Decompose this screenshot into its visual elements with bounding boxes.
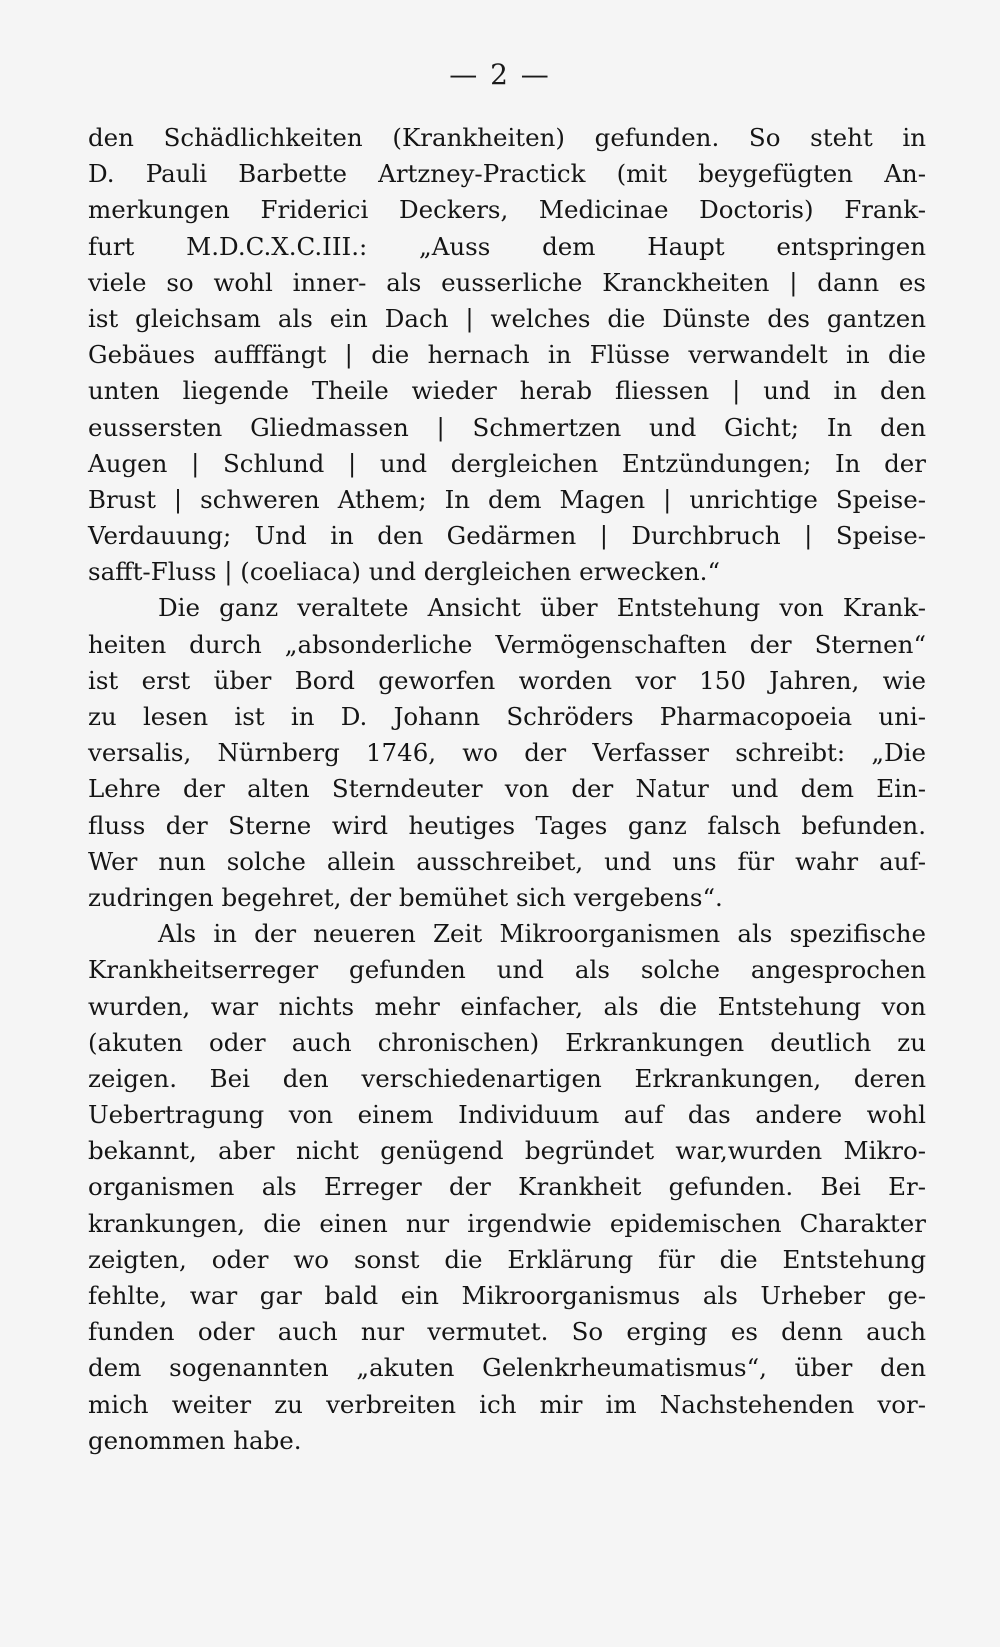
text-line: Wer nun solche allein ausschreibet, und uns für wahr auf- xyxy=(88,846,926,876)
text-line: dem sogenannten „akuten Gelenkrheumatismus“, über den xyxy=(88,1353,926,1383)
page-number: — 2 — xyxy=(449,58,551,91)
text-line: unten liegende Theile wieder herab fliessen | und in den xyxy=(88,376,926,406)
text-line: fehlte, war gar bald ein Mikroorganismus als Urheber ge- xyxy=(88,1281,926,1310)
text-line: D. Pauli Barbette Artzney-Practick (mit beygefügten An- xyxy=(88,159,926,189)
text-line: zeigten, oder wo sonst die Erklärung für die Entstehung xyxy=(88,1244,926,1274)
text-line: Uebertragung von einem Individuum auf das andere wohl xyxy=(88,1100,926,1130)
text-line: fluss der Sterne wird heutiges Tages ganz falsch befunden. xyxy=(88,810,926,840)
text-line: eussersten Gliedmassen | Schmertzen und Gicht; In den xyxy=(88,412,926,442)
text-line: genommen habe. xyxy=(88,1425,302,1455)
text-line: zudringen begehret, der bemühet sich vergebens“. xyxy=(88,882,723,912)
text-line: heiten durch „absonderliche Vermögenschaften der Sternen“ xyxy=(88,629,926,659)
text-line: Verdauung; Und in den Gedärmen | Durchbruch | Speise- xyxy=(88,521,926,551)
text-line: wurden, war nichts mehr einfacher, als die Entstehung von xyxy=(88,991,926,1021)
text-line: zeigen. Bei den verschiedenartigen Erkrankungen, deren xyxy=(88,1063,926,1093)
text-line: den Schädlichkeiten (Krankheiten) gefunden. So steht in xyxy=(88,123,926,152)
text-line: zu lesen ist in D. Johann Schröders Pharmacopoeia uni- xyxy=(88,702,926,731)
text-line: organismen als Erreger der Krankheit gefunden. Bei Er- xyxy=(88,1172,926,1202)
text-line: krankungen, die einen nur irgendwie epidemischen Charakter xyxy=(88,1208,926,1238)
text-line: Augen | Schlund | und dergleichen Entzündungen; In der xyxy=(88,448,926,478)
text-line: Brust | schweren Athem; In dem Magen | unrichtige Speise- xyxy=(88,484,926,514)
text-line: Die ganz veraltete Ansicht über Entstehung von Krank- xyxy=(158,593,926,623)
text-line: Krankheitserreger gefunden und als solche angesprochen xyxy=(88,955,926,985)
text-line: funden oder auch nur vermutet. So erging es denn auch xyxy=(88,1317,926,1347)
text-line: versalis, Nürnberg 1746, wo der Verfasser schreibt: „Die xyxy=(88,738,926,768)
text-line: Gebäues aufffängt | die hernach in Flüsse verwandelt in die xyxy=(88,340,926,370)
text-line: bekannt, aber nicht genügend begründet war,wurden Mikro- xyxy=(88,1136,926,1166)
text-line: furt M.D.C.X.C.III.: „Auss dem Haupt entspringen xyxy=(88,231,926,261)
text-line: mich weiter zu verbreiten ich mir im Nachstehenden vor- xyxy=(88,1389,926,1419)
text-line: ist gleichsam als ein Dach | welches die Dünste des gantzen xyxy=(88,303,926,333)
text-line: merkungen Friderici Deckers, Medicinae Doctoris) Frank- xyxy=(88,195,926,225)
body-text xyxy=(88,120,926,1459)
text-line: ist erst über Bord geworfen worden vor 150 Jahren, wie xyxy=(88,665,926,695)
text-line: Als in der neueren Zeit Mikroorganismen als spezifische xyxy=(158,919,926,949)
text-line: (akuten oder auch chronischen) Erkrankungen deutlich zu xyxy=(88,1027,926,1057)
text-line: Lehre der alten Sterndeuter von der Natur und dem Ein- xyxy=(88,774,926,804)
text-line: safft-Fluss | (coeliaca) und dergleichen erwecken.“ xyxy=(88,557,720,587)
text-line: viele so wohl inner- als eusserliche Kranckheiten | dann es xyxy=(88,267,926,297)
